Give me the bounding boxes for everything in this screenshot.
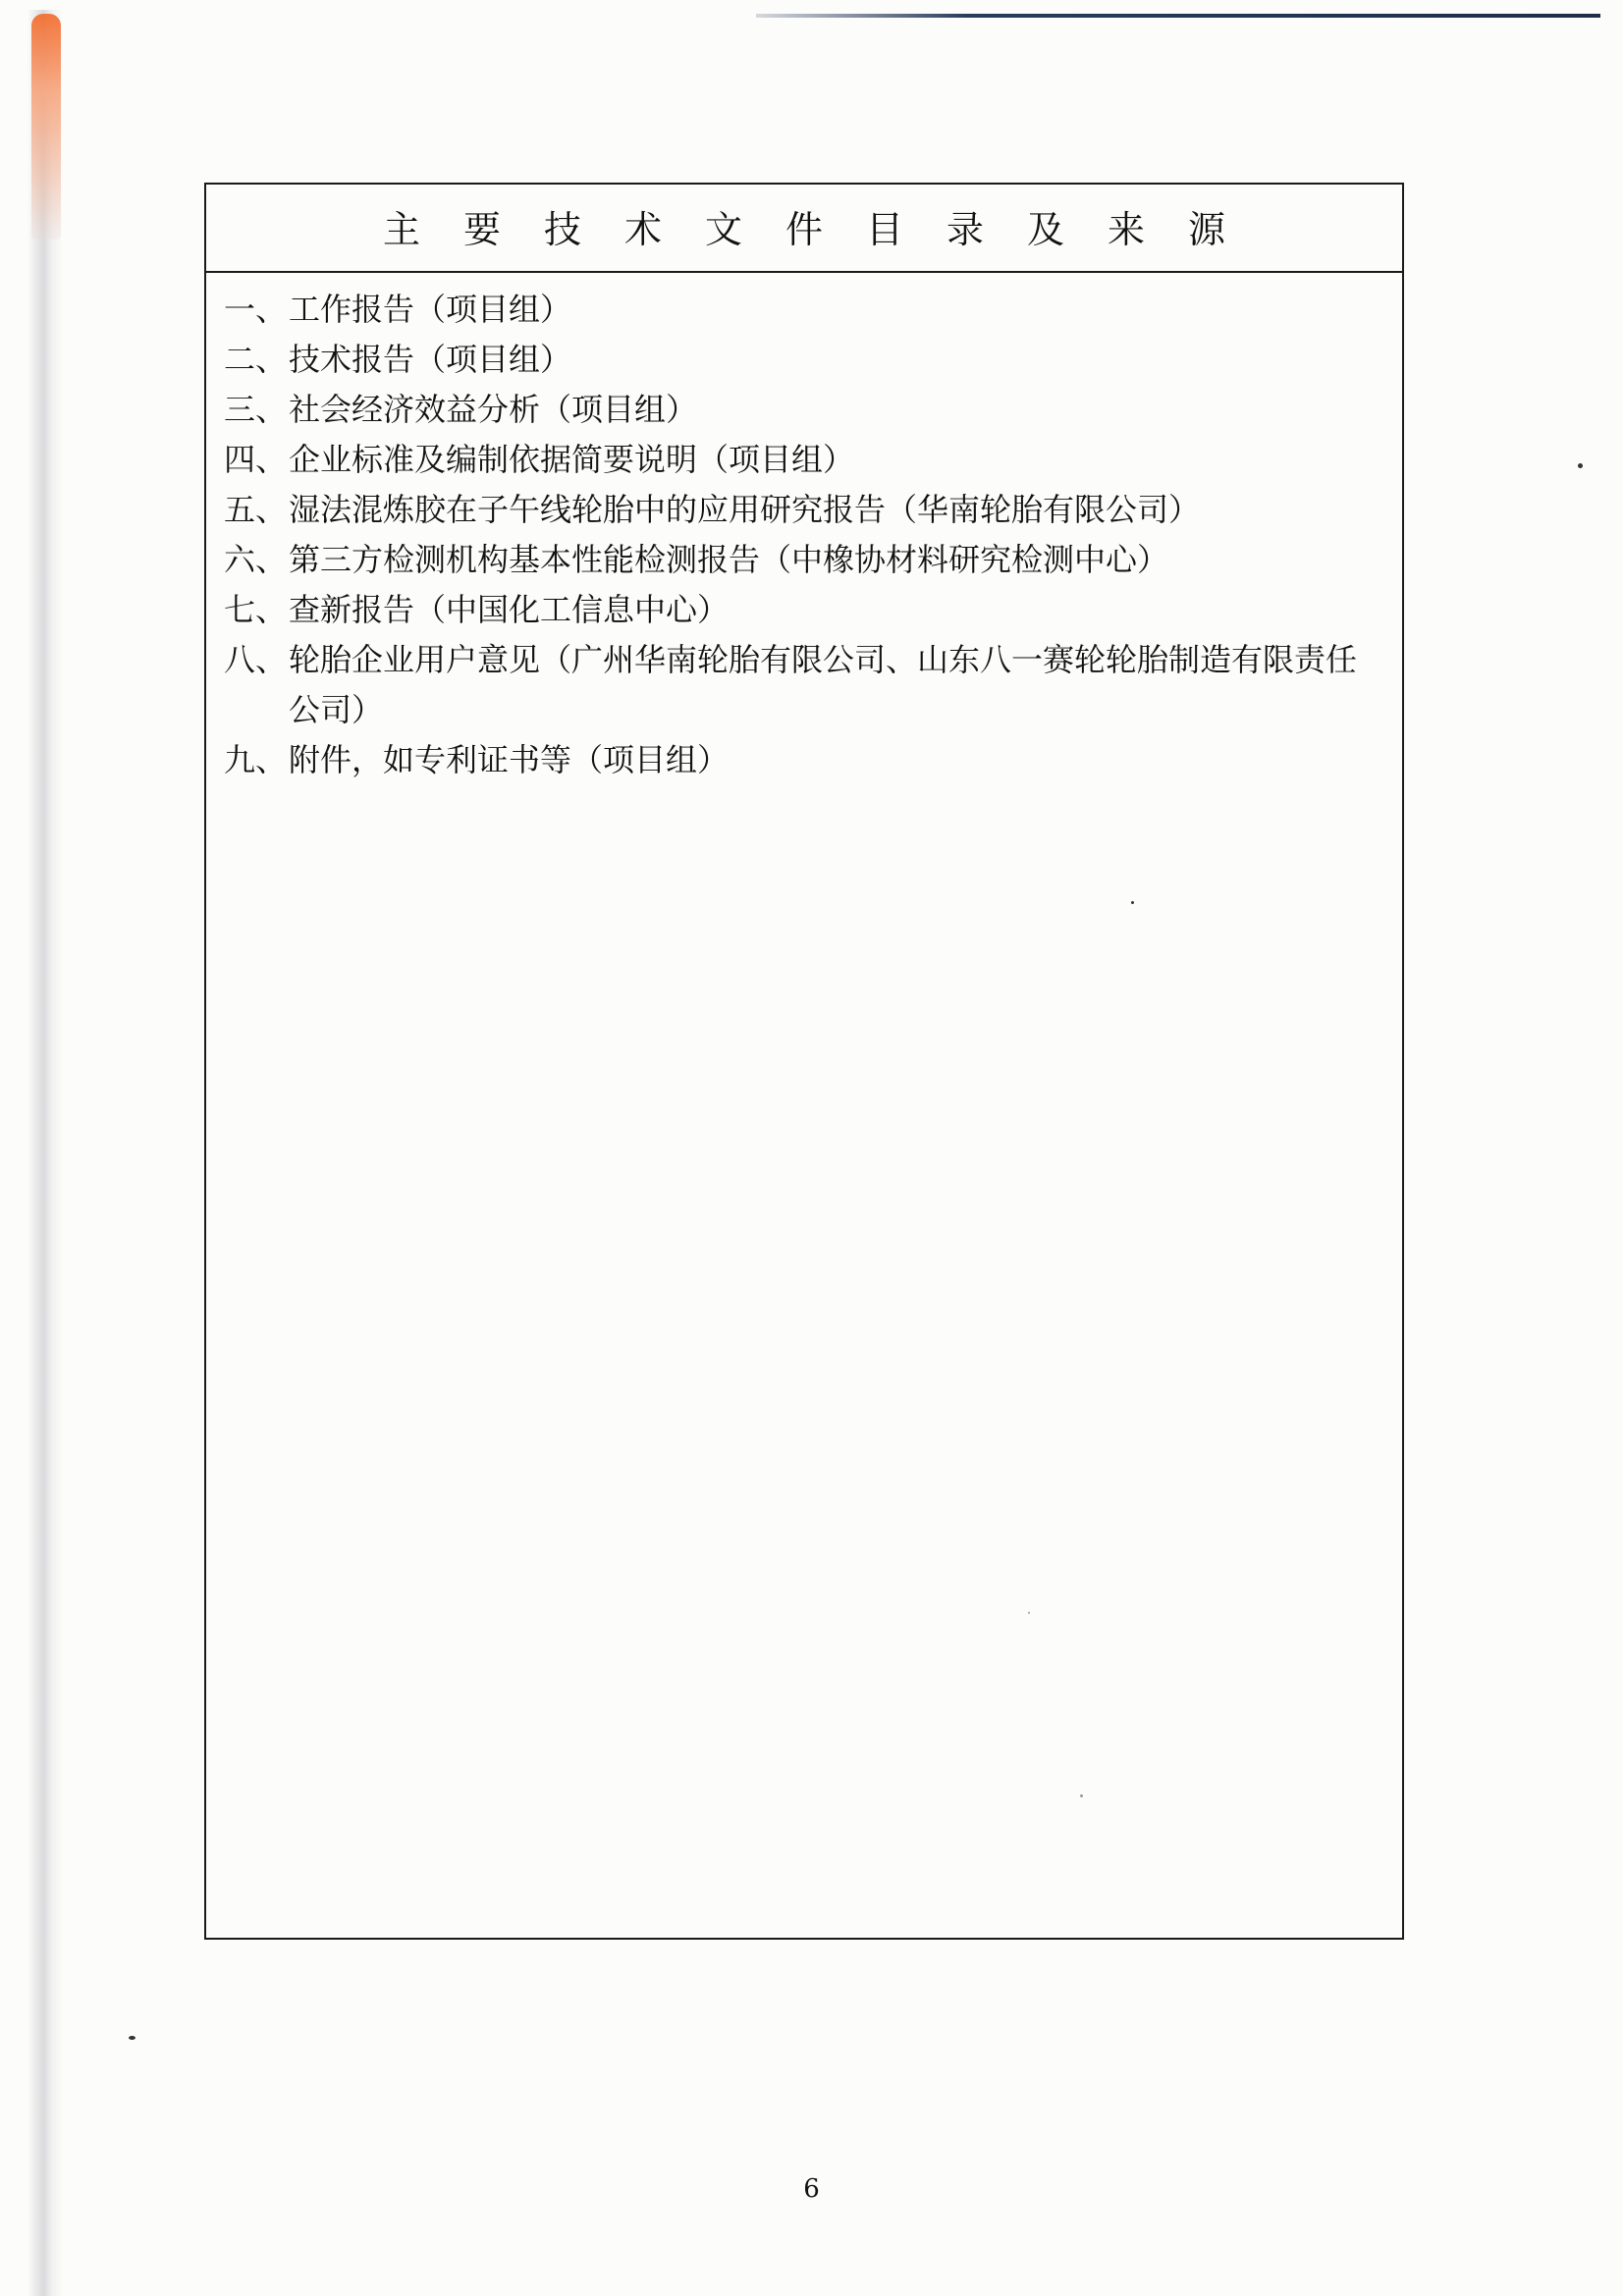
list-item-text: 技术报告（项目组） — [289, 341, 572, 378]
list-item — [224, 585, 1382, 635]
list-item-number: 九、 — [224, 741, 288, 778]
document-title: 主要技术文件目录及来源 — [382, 208, 1269, 251]
list-item — [224, 735, 1382, 785]
list-item — [224, 485, 1382, 535]
list-item-number: 四、 — [224, 441, 288, 478]
document-list — [224, 285, 1382, 785]
scan-top-line — [756, 14, 1600, 18]
document-frame — [204, 183, 1404, 1940]
list-item-text: 查新报告（中国化工信息中心） — [289, 591, 730, 628]
dust-speck — [1578, 463, 1583, 468]
list-item-text: 企业标准及编制依据简要说明（项目组） — [289, 441, 855, 478]
list-item — [224, 285, 1382, 335]
list-item-text: 附件，如专利证书等（项目组） — [289, 741, 730, 778]
list-item — [224, 635, 1382, 735]
scan-edge-shadow — [27, 10, 63, 2296]
list-item-number: 六、 — [224, 541, 288, 578]
list-item-number: 五、 — [224, 491, 288, 528]
scan-edge-color-mark — [31, 14, 61, 240]
list-item-text: 工作报告（项目组） — [289, 291, 572, 328]
list-item-number: 三、 — [224, 391, 288, 428]
frame-header — [206, 185, 1402, 273]
list-item-number: 七、 — [224, 591, 288, 628]
list-item-text: 社会经济效益分析（项目组） — [289, 391, 698, 428]
list-item-text: 轮胎企业用户意见（广州华南轮胎有限公司、山东八一赛轮轮胎制造有限责任公司） — [289, 641, 1358, 728]
list-item-number: 二、 — [224, 341, 288, 378]
dust-speck — [129, 2036, 135, 2040]
list-item — [224, 435, 1382, 485]
list-item — [224, 385, 1382, 435]
page-number: 6 — [803, 2174, 820, 2204]
list-item-text: 湿法混炼胶在子午线轮胎中的应用研究报告（华南轮胎有限公司） — [289, 491, 1201, 528]
list-item — [224, 335, 1382, 385]
list-item — [224, 535, 1382, 585]
list-item-number: 八、 — [224, 641, 288, 678]
list-item-text: 第三方检测机构基本性能检测报告（中橡协材料研究检测中心） — [289, 541, 1169, 578]
list-item-number: 一、 — [224, 291, 288, 328]
